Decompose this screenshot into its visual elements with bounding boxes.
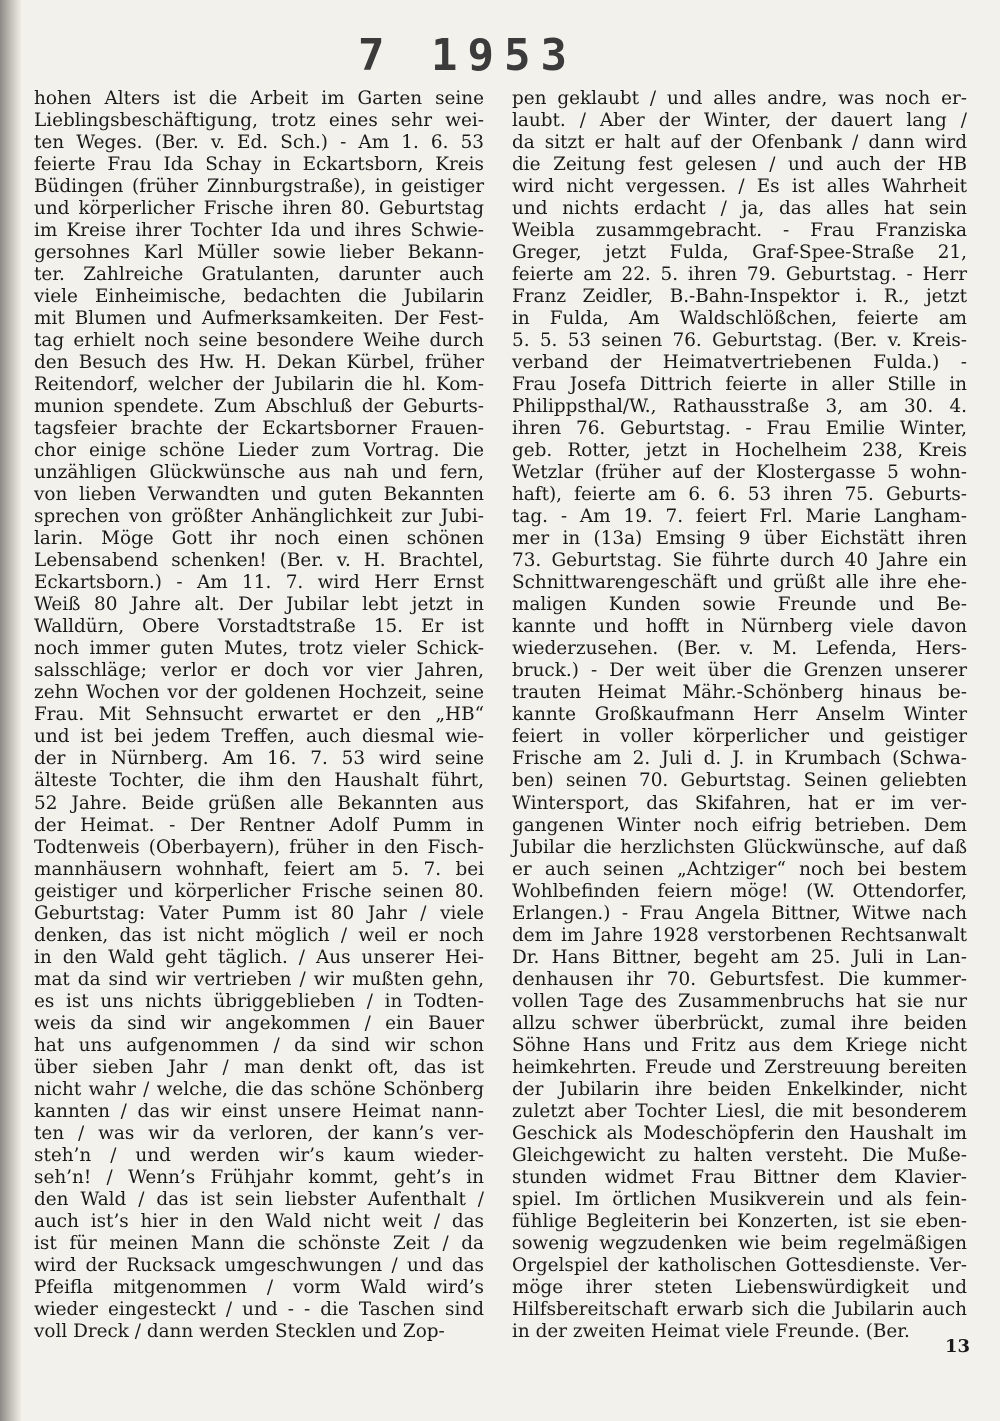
- text-line: der Heimat. - Der Rentner Adolf Pumm in: [34, 814, 484, 836]
- text-line: chor einige schöne Lieder zum Vortrag. Die: [34, 440, 484, 462]
- text-line: kannte Großkaufmann Herr Anselm Winter: [512, 704, 967, 726]
- text-line: dem im Jahre 1928 verstorbenen Rechtsanwalt: [512, 924, 967, 946]
- text-line: Jubilar die herzlichsten Glückwünsche, auf daß: [512, 836, 967, 858]
- text-line: Schnittwarengeschäft und grüßt alle ihre ehe-: [512, 572, 967, 594]
- text-line: pen geklaubt / und alles andre, was noch er-: [512, 88, 967, 109]
- text-line: Hilfsbereitschaft erwarb sich die Jubilarin auch: [512, 1298, 967, 1320]
- text-line: steh’n / und werden wir’s kaum wieder-: [34, 1144, 484, 1166]
- text-line: seh’n! / Wenn’s Frühjahr kommt, geht’s in: [34, 1166, 484, 1188]
- text-line: munion spendete. Zum Abschluß der Geburts-: [34, 396, 484, 418]
- text-line: Todtenweis (Oberbayern), früher in den Fisch-: [34, 836, 484, 858]
- text-line: mannhäusern wohnhaft, feiert am 5. 7. bei: [34, 858, 484, 880]
- text-line: gersohnes Karl Müller sowie lieber Bekann-: [34, 242, 484, 264]
- text-line: Greger, jetzt Fulda, Graf-Spee-Straße 21,: [512, 242, 967, 264]
- text-line: verband der Heimatvertriebenen Fulda.) -: [512, 352, 967, 374]
- text-line: Walldürn, Obere Vorstadtstraße 15. Er ist: [34, 616, 484, 638]
- text-line: älteste Tochter, die ihm den Haushalt führt,: [34, 770, 484, 792]
- text-line: wird nicht vergessen. / Es ist alles Wahrheit: [512, 176, 967, 198]
- text-line: den Wald / das ist sein liebster Aufenthalt /: [34, 1188, 484, 1210]
- text-line: über sieben Jahr / man denkt oft, das ist: [34, 1056, 484, 1078]
- text-line: Geschick als Modeschöpferin den Haushalt im: [512, 1122, 967, 1144]
- text-line: ist für meinen Mann die schönste Zeit / da: [34, 1232, 484, 1254]
- text-line: heimkehrten. Freude und Zerstreuung bereiten: [512, 1056, 967, 1078]
- text-line: Wetzlar (früher auf der Klostergasse 5 wohn-: [512, 462, 967, 484]
- text-line: Geburtstag: Vater Pumm ist 80 Jahr / viele: [34, 902, 484, 924]
- text-line: Wohlbefinden feiern möge! (W. Ottendorfer,: [512, 880, 967, 902]
- text-line: spiel. Im örtlichen Musikverein und als fein-: [512, 1188, 967, 1210]
- text-line: Frische am 2. Juli d. J. in Krumbach (Schwa-: [512, 748, 967, 770]
- text-line: 52 Jahre. Beide grüßen alle Bekannten aus: [34, 792, 484, 814]
- text-line: trauten Heimat Mähr.-Schönberg hinaus be-: [512, 682, 967, 704]
- text-line: Büdingen (früher Zinnburgstraße), in geistiger: [34, 176, 484, 198]
- text-line: die Zeitung fest gelesen / und auch der HB: [512, 154, 967, 176]
- text-line: Pfeifla mitgenommen / vorm Wald wird’s: [34, 1276, 484, 1298]
- text-line: er auch seinen „Achtziger“ noch bei bestem: [512, 858, 967, 880]
- text-line: wiederzusehen. (Ber. v. M. Lefenda, Hers-: [512, 638, 967, 660]
- text-line: tag erhielt noch seine besondere Weihe durch: [34, 330, 484, 352]
- text-line: nicht wahr / welche, die das schöne Schönberg: [34, 1078, 484, 1100]
- text-line: da sitzt er halt auf der Ofenbank / dann wird: [512, 132, 967, 154]
- text-line: Lieblingsbeschäftigung, trotz eines sehr wei-: [34, 110, 484, 132]
- text-line: hat uns aufgenommen / da sind wir schon: [34, 1034, 484, 1056]
- text-line: Gleichgewicht zu halten versteht. Die Muße-: [512, 1144, 967, 1166]
- text-line: geistiger und körperlicher Frische seinen 80.: [34, 880, 484, 902]
- text-line: laubt. / Aber der Winter, der dauert lang /: [512, 110, 967, 132]
- page-number: 13: [945, 1336, 971, 1357]
- text-line: 5. 5. 53 seinen 76. Geburtstag. (Ber. v. Kreis-: [512, 330, 967, 352]
- text-line: vollen Tage des Zusammenbruchs hat sie nur: [512, 990, 967, 1012]
- text-line: gangenen Winter noch eifrig betrieben. Dem: [512, 814, 967, 836]
- text-line: kannten / das wir einst unsere Heimat nann-: [34, 1100, 484, 1122]
- text-line: und ist bei jedem Treffen, auch diesmal wie-: [34, 726, 484, 748]
- text-line: in der zweiten Heimat viele Freunde. (Ber.: [512, 1320, 910, 1342]
- text-line: der Jubilarin ihre beiden Enkelkinder, nicht: [512, 1078, 967, 1100]
- text-line: auch ist’s hier in den Wald nicht weit / das: [34, 1210, 484, 1232]
- text-line: tagsfeier brachte der Eckartsborner Frauen-: [34, 418, 484, 440]
- binding-shadow: [0, 0, 22, 1421]
- text-line: möge ihrer steten Liebenswürdigkeit und: [512, 1276, 967, 1298]
- text-line: viele Einheimische, bedachten die Jubilarin: [34, 286, 484, 308]
- text-line: sprechen von größter Anhänglichkeit zur Jubi-: [34, 506, 484, 528]
- text-line: 73. Geburtstag. Sie führte durch 40 Jahre ein: [512, 550, 967, 572]
- text-line: wird der Rucksack umgeschwungen / und das: [34, 1254, 484, 1276]
- text-line: mit Blumen und Aufmerksamkeiten. Der Fest-: [34, 308, 484, 330]
- text-line: hohen Alters ist die Arbeit im Garten seine: [34, 88, 484, 109]
- text-line: in den Wald geht täglich. / Aus unserer Hei-: [34, 946, 484, 968]
- text-line: feierte Frau Ida Schay in Eckartsborn, Kreis: [34, 154, 484, 176]
- text-line: und nichts erdacht / ja, das alles hat sein: [512, 198, 967, 220]
- text-line: bruck.) - Der weit über die Grenzen unserer: [512, 660, 967, 682]
- text-line: in Fulda, Am Waldschlößchen, feierte am: [512, 308, 967, 330]
- text-line: Wintersport, das Skifahren, hat er im ver-: [512, 792, 967, 814]
- text-line: haft), feierte am 6. 6. 53 ihren 75. Geburts-: [512, 484, 967, 506]
- text-line: kannte und hofft in Nürnberg viele davon: [512, 616, 967, 638]
- text-line: denken, das ist nicht möglich / weil er noch: [34, 924, 484, 946]
- text-line: von lieben Verwandten und guten Bekannten: [34, 484, 484, 506]
- text-line: larin. Möge Gott ihr noch einen schönen: [34, 528, 484, 550]
- text-line: im Kreise ihrer Tochter Ida und ihres Schwie-: [34, 220, 484, 242]
- text-line: den Besuch des Hw. H. Dekan Kürbel, früher: [34, 352, 484, 374]
- text-line: ten Weges. (Ber. v. Ed. Sch.) - Am 1. 6. 53: [34, 132, 484, 154]
- text-line: Lebensabend schenken! (Ber. v. H. Brachtel,: [34, 550, 484, 572]
- text-line: ten / was wir da verloren, der kann’s ver-: [34, 1122, 484, 1144]
- text-line: stunden widmet Frau Bittner dem Klavier-: [512, 1166, 967, 1188]
- text-line: feierte am 22. 5. ihren 79. Geburtstag. - Herr: [512, 264, 967, 286]
- text-line: Weiß 80 Jahre alt. Der Jubilar lebt jetzt in: [34, 594, 484, 616]
- left-column: [34, 88, 484, 1343]
- right-column: [512, 88, 967, 1343]
- text-line: Philippsthal/W., Rathausstraße 3, am 30. 4.: [512, 396, 967, 418]
- text-line: noch immer guten Mutes, trotz vieler Schick-: [34, 638, 484, 660]
- text-line: Reitendorf, welcher der Jubilarin die hl. Kom-: [34, 374, 484, 396]
- text-line: es ist uns nichts übriggeblieben / in Todten-: [34, 990, 484, 1012]
- text-line: Frau Josefa Dittrich feierte in aller Stille in: [512, 374, 967, 396]
- date-stamp: 7 1953: [358, 30, 577, 81]
- text-line: feiert in voller körperlicher und geistiger: [512, 726, 967, 748]
- text-line: Orgelspiel der katholischen Gottesdienste. Ver-: [512, 1254, 967, 1276]
- text-line: geb. Rotter, jetzt in Hochelheim 238, Kreis: [512, 440, 967, 462]
- text-line: Weibla zusammgebracht. - Frau Franziska: [512, 220, 967, 242]
- text-line: tag. - Am 19. 7. feiert Frl. Marie Langham-: [512, 506, 967, 528]
- text-line: weis da sind wir angekommen / ein Bauer: [34, 1012, 484, 1034]
- text-line: mer in (13a) Emsing 9 über Eichstätt ihren: [512, 528, 967, 550]
- text-line: und körperlicher Frische ihren 80. Geburtstag: [34, 198, 484, 220]
- text-line: salsschläge; verlor er doch vor vier Jahren,: [34, 660, 484, 682]
- text-line: ter. Zahlreiche Gratulanten, darunter auch: [34, 264, 484, 286]
- text-line: wieder eingesteckt / und - - die Taschen sind: [34, 1298, 484, 1320]
- text-line: sowenig wegzudenken wie beim regelmäßigen: [512, 1232, 967, 1254]
- text-line: denhausen ihr 70. Geburtsfest. Die kummer-: [512, 968, 967, 990]
- text-line: zuletzt aber Tochter Liesl, die mit besonderem: [512, 1100, 967, 1122]
- text-line: maligen Kunden sowie Freunde und Be-: [512, 594, 967, 616]
- text-line: mat da sind wir vertrieben / wir mußten gehn,: [34, 968, 484, 990]
- text-line: voll Dreck / dann werden Stecklen und Zop-: [34, 1320, 445, 1342]
- text-line: der in Nürnberg. Am 16. 7. 53 wird seine: [34, 748, 484, 770]
- text-line: unzähligen Glückwünsche aus nah und fern,: [34, 462, 484, 484]
- text-line: Söhne Hans und Fritz aus dem Kriege nicht: [512, 1034, 967, 1056]
- text-line: Frau. Mit Sehnsucht erwartet er den „HB“: [34, 704, 484, 726]
- text-line: Eckartsborn.) - Am 11. 7. wird Herr Ernst: [34, 572, 484, 594]
- text-line: allzu schwer überbrückt, zumal ihre beiden: [512, 1012, 967, 1034]
- text-line: Franz Zeidler, B.-Bahn-Inspektor i. R., jetzt: [512, 286, 967, 308]
- text-line: fühlige Begleiterin bei Konzerten, ist sie eben-: [512, 1210, 967, 1232]
- text-line: zehn Wochen vor der goldenen Hochzeit, seine: [34, 682, 484, 704]
- text-line: ihren 76. Geburtstag. - Frau Emilie Winter,: [512, 418, 967, 440]
- text-line: Erlangen.) - Frau Angela Bittner, Witwe nach: [512, 902, 967, 924]
- text-line: ben) seinen 70. Geburtstag. Seinen geliebten: [512, 770, 967, 792]
- text-line: Dr. Hans Bittner, begeht am 25. Juli in Lan-: [512, 946, 967, 968]
